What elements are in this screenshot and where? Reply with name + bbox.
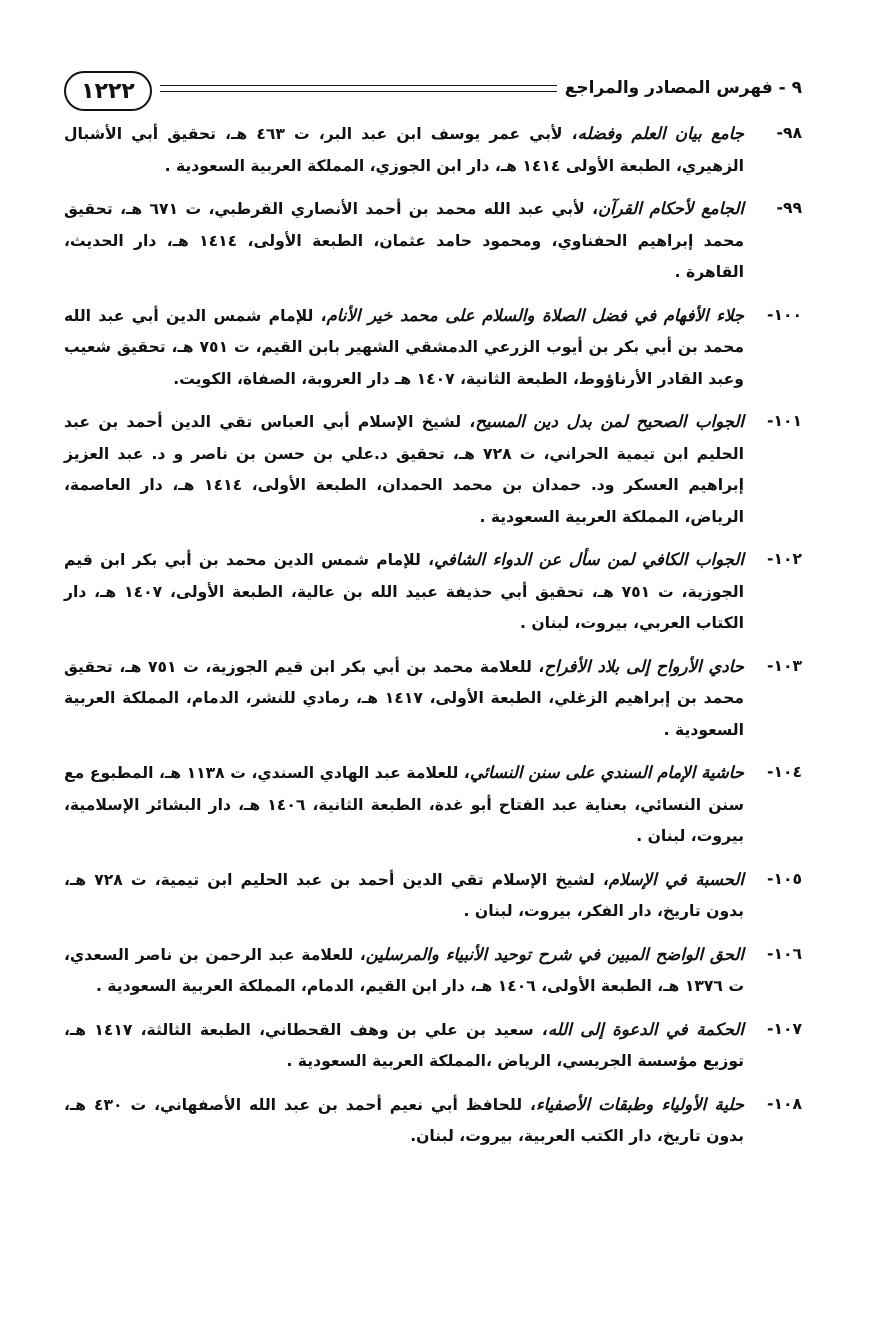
bibliography-entry: [64, 651, 802, 747]
bibliography-entry: [64, 406, 802, 533]
entry-title: جامع بيان العلم وفضله: [577, 124, 744, 143]
entry-details: ، سعيد بن علي بن وهف القحطاني، الطبعة الثالثة، ١٤١٧ هـ، توزيع مؤسسة الجريسي، الرياض ،المملكة العربية السعودية .: [64, 1020, 744, 1070]
entry-details: ، للعلامة عبد الهادي السندي، ت ١١٣٨ هـ، المطبوع مع سنن النسائي، بعناية عبد الفتاح أبو غدة، الطبعة الثانية، ١٤٠٦ هـ، دار البشائر الإسلامية، بيروت، لبنان .: [64, 764, 744, 845]
entry-title: حلية الأولياء وطبقات الأصفياء: [535, 1094, 745, 1114]
entry-number: ١٠٥-: [766, 869, 802, 888]
page-number: ١٢٢٢: [64, 71, 152, 111]
entry-details: ، للحافظ أبي نعيم أحمد بن عبد الله الأصفهاني، ت ٤٣٠ هـ، بدون تاريخ، دار الكتب العربية، بيروت، لبنان.: [64, 1095, 744, 1145]
entry-number: ١٠٤-: [766, 763, 802, 781]
entry-number: ١٠١-: [766, 412, 802, 430]
entry-title: حادي الأرواح إلى بلاد الأفراح: [544, 656, 744, 676]
bibliography-entry: [64, 300, 802, 396]
entry-number: ١٠٢-: [766, 550, 802, 568]
entry-details: ، للإمام شمس الدين محمد بن أبي بكر ابن قيم الجوزية، ت ٧٥١ هـ، تحقيق أبي حذيفة عبيد الله بن عالية، الطبعة الأولى، ١٤٠٧ هـ، دار الكتاب العربي، بيروت، لبنان .: [64, 551, 744, 632]
entry-details: ، للعلامة محمد بن أبي بكر ابن قيم الجوزية، ت ٧٥١ هـ، تحقيق محمد بن إبراهيم الزغلي، الطبعة الأولى، ١٤١٧ هـ، رمادي للنشر، الدمام، المملكة العربية السعودية .: [64, 657, 744, 739]
bibliography-entry: [64, 1089, 802, 1153]
bibliography-entry: [64, 864, 802, 928]
entry-details: ، للإمام شمس الدين أبي عبد الله محمد بن أبي بكر بن أيوب الزرعي الدمشقي الشهير بابن القيم، ت ٧٥١ هـ، تحقيق شعيب وعبد القادر الأرناؤوط، الطبعة الثانية، ١٤٠٧ هـ دار العروبة، الصفاة، الكويت.: [64, 306, 744, 388]
bibliography-entry: [64, 1014, 802, 1078]
bibliography-list: [64, 118, 802, 1153]
entry-title: الحق الواضح المبين في شرح توحيد الأنبياء والمرسلين: [365, 944, 745, 964]
entry-number: ١٠٧-: [766, 1019, 802, 1038]
chapter-title: ٩ - فهرس المصادر والمراجع: [564, 78, 802, 98]
entry-title: حاشية الإمام السندي على سنن النسائي: [469, 763, 745, 782]
bibliography-entry: [64, 757, 802, 853]
entry-title: الحسبة في الإسلام: [608, 869, 744, 889]
bibliography-entry: [64, 118, 802, 182]
entry-details: ، للعلامة عبد الرحمن بن ناصر السعدي، ت ١٣٧٦ هـ، الطبعة الأولى، ١٤٠٦ هـ، دار ابن القيم، الدمام، المملكة العربية السعودية .: [64, 945, 744, 995]
entry-number: ١٠٣-: [766, 656, 802, 675]
entry-details: ، لشيخ الإسلام أبي العباس تقي الدين أحمد بن عبد الحليم ابن تيمية الحراني، ت ٧٢٨ هـ، تحقيق د.علي بن حسن بن ناصر و د. عبد العزيز إبراهيم العسكر ود. حمدان بن محمد الحمدان، الطبعة الأولى، ١٤١٤ هـ، دار العاصمة، الرياض، المملكة العربية السعودية .: [64, 413, 745, 526]
bibliography-entry: [64, 193, 802, 289]
page-header: [64, 66, 802, 110]
entry-number: ٩٨-: [776, 124, 802, 142]
header-rule: [160, 85, 557, 92]
entry-details: ، لشيخ الإسلام تقي الدين أحمد بن عبد الحليم ابن تيمية، ت ٧٢٨ هـ، بدون تاريخ، دار الفكر، بيروت، لبنان .: [64, 870, 744, 920]
entry-title: الجواب الصحيح لمن بدل دين المسيح: [475, 412, 744, 431]
entry-number: ١٠٨-: [766, 1094, 802, 1113]
bibliography-entry: [64, 544, 802, 640]
entry-number: ١٠٠-: [766, 305, 802, 324]
entry-details: ، لأبي عبد الله محمد بن أحمد الأنصاري القرطبي، ت ٦٧١ هـ، تحقيق محمد إبراهيم الحفناوي، ومحمود حامد عثمان، الطبعة الأولى، ١٤١٤ هـ، دار الحديث، القاهرة .: [64, 200, 744, 281]
entry-title: الجامع لأحكام القرآن: [598, 199, 744, 218]
bibliography-entry: [64, 939, 802, 1003]
entry-title: الحكمة في الدعوة إلى الله: [547, 1019, 744, 1039]
entry-title: جلاء الأفهام في فضل الصلاة والسلام على محمد خير الأنام: [326, 305, 744, 325]
entry-details: ، لأبي عمر يوسف ابن عبد البر، ت ٤٦٣ هـ، تحقيق أبي الأشبال الزهيري، الطبعة الأولى ١٤١٤ هـ، دار ابن الجوزي، المملكة العربية السعودية .: [64, 125, 744, 175]
book-page: [64, 66, 802, 1266]
entry-title: الجواب الكافي لمن سأل عن الدواء الشافي: [434, 550, 744, 569]
entry-number: ٩٩-: [776, 199, 802, 217]
entry-number: ١٠٦-: [766, 944, 802, 963]
